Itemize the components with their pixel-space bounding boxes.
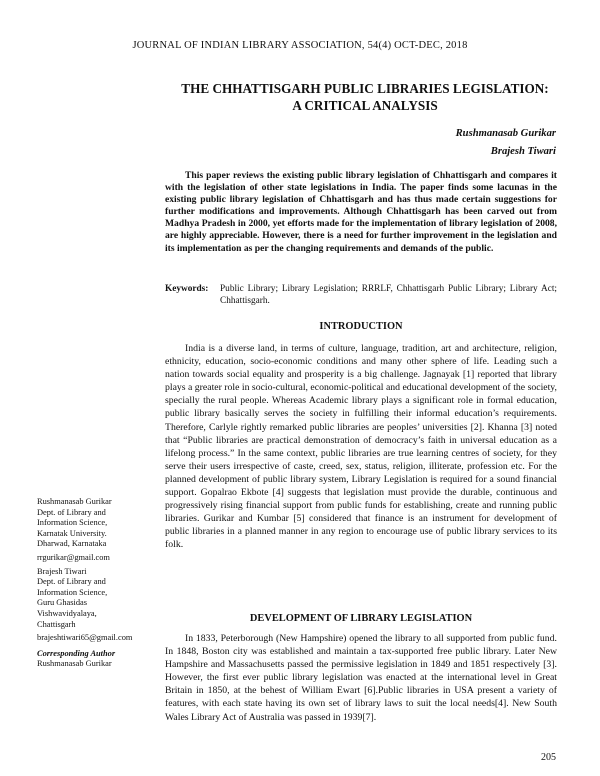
journal-header: JOURNAL OF INDIAN LIBRARY ASSOCIATION, 54(4) OCT-DEC, 2018 xyxy=(132,40,468,51)
corresponding-author-name: Rushmanasab Gurikar xyxy=(37,659,112,669)
section-heading-development: DEVELOPMENT OF LIBRARY LEGISLATION xyxy=(249,613,473,624)
abstract: This paper reviews the existing public library legislation of Chhattisgarh and compares it with the legislation of other state legislations in India. The paper finds some lacunas in the existing public library legislation of Chhattisgarh and has thus made certain suggestions for further modifications and improvements. Although Chhattisgarh has been carved out from Madhya Pradesh in 2000, yet efforts made for the implementation of library legislation of 2008, are highly appreciable. However, there is a need for further improvement in the legislation and its implementation as per the changing requirements and demands of the public. xyxy=(165,170,557,254)
affiliation-line: Vishwavidyalaya, xyxy=(37,608,97,618)
affiliation-line: Guru Ghasidas xyxy=(37,598,88,608)
keywords xyxy=(165,283,557,307)
affiliation-line: Karnatak University. xyxy=(37,528,107,538)
affiliation-line: Dept. of Library and xyxy=(37,507,106,517)
affiliation-email-1: rrgurikar@gmail.com xyxy=(37,552,110,562)
author-name-2: Brajesh Tiwari xyxy=(490,146,556,157)
author-affiliations xyxy=(37,497,161,670)
affiliation-name-1: Rushmanasab Gurikar xyxy=(37,497,112,506)
section-heading-introduction: INTRODUCTION xyxy=(319,321,403,332)
corresponding-author-label: Corresponding Author xyxy=(37,648,116,658)
affiliation-line: Information Science, xyxy=(37,518,108,528)
affiliation-line: Chattisgarh xyxy=(37,619,76,629)
page-number: 205 xyxy=(541,752,556,763)
paper-title-line-1: THE CHHATTISGARH PUBLIC LIBRARIES LEGISLATION: xyxy=(181,81,549,96)
affiliation-line: Dharwad, Karnataka xyxy=(37,539,107,549)
affiliation-line: Information Science, xyxy=(37,587,108,597)
author-name-1: Rushmanasab Gurikar xyxy=(455,128,556,139)
affiliation-email-2: brajeshtiwari65@gmail.com xyxy=(37,633,133,643)
affiliation-line: Dept. of Library and xyxy=(37,577,106,587)
keywords-label: Keywords: xyxy=(165,284,209,294)
section-text-introduction: India is a diverse land, in terms of culture, language, tradition, art and architecture, religion, ethnicity, education, socio-economic conditions and many other sphere of life. Leading such a nation towards social equality and prosperity is a big challenge. Jagnayak [1] reported that library plays a greater role in socio-cultural, economic-political and educational development of the society, specially the rural people. Whereas Academic library plays a significant role in formal education, public library basically serves the society in fulfilling their informal education’s requirements. Therefore, Carlyle rightly remarked public libraries are peoples’ universities [2]. Khanna [3] noted that “Public libraries are practical demonstration of democracy’s faith in universal education as a lifelong process.” In the same context, public libraries are true learning centres of society, for they serve their users irrespective of caste, creed, sex, status, religion, illiterate, profession etc. For the planned development of public library system, Library Legislation is required for a sound financial support. Gopalrao Ekbote [4] suggests that legislation must provide the durable, continuous and progressively rising financial support from public funds for establishing, create and running public libraries. Gurikar and Kumbar [5] considered that finance is an instrument for development of public libraries in a planned manner in any region to encourage use of public library services to its folk. xyxy=(165,343,557,551)
paper-title-line-2: A CRITICAL ANALYSIS xyxy=(292,98,438,113)
affiliation-name-2: Brajesh Tiwari xyxy=(37,566,87,576)
keywords-list: Public Library; Library Legislation; RRRLF, Chhattisgarh Public Library; Library Act; Chhattisgarh. xyxy=(220,284,557,306)
section-text-development: In 1833, Peterborough (New Hampshire) opened the library to all supported from public fund. In 1848, Boston city was established and maintain a tax-supported free public library. Later New Hampshire and Massachusetts passed the permissive legislation in 1849 and 1851 respectively [3]. However, the first ever public library legislation was enacted at the international level in Great Britain in 1850, at the behest of William Ewart [6].Public libraries in USA present a variety of features, with each state having its own set of library laws to suit the local needs[4]. New South Wales Library Act of Australia was passed in 1939[7]. xyxy=(165,633,557,723)
paper-title xyxy=(165,80,565,114)
